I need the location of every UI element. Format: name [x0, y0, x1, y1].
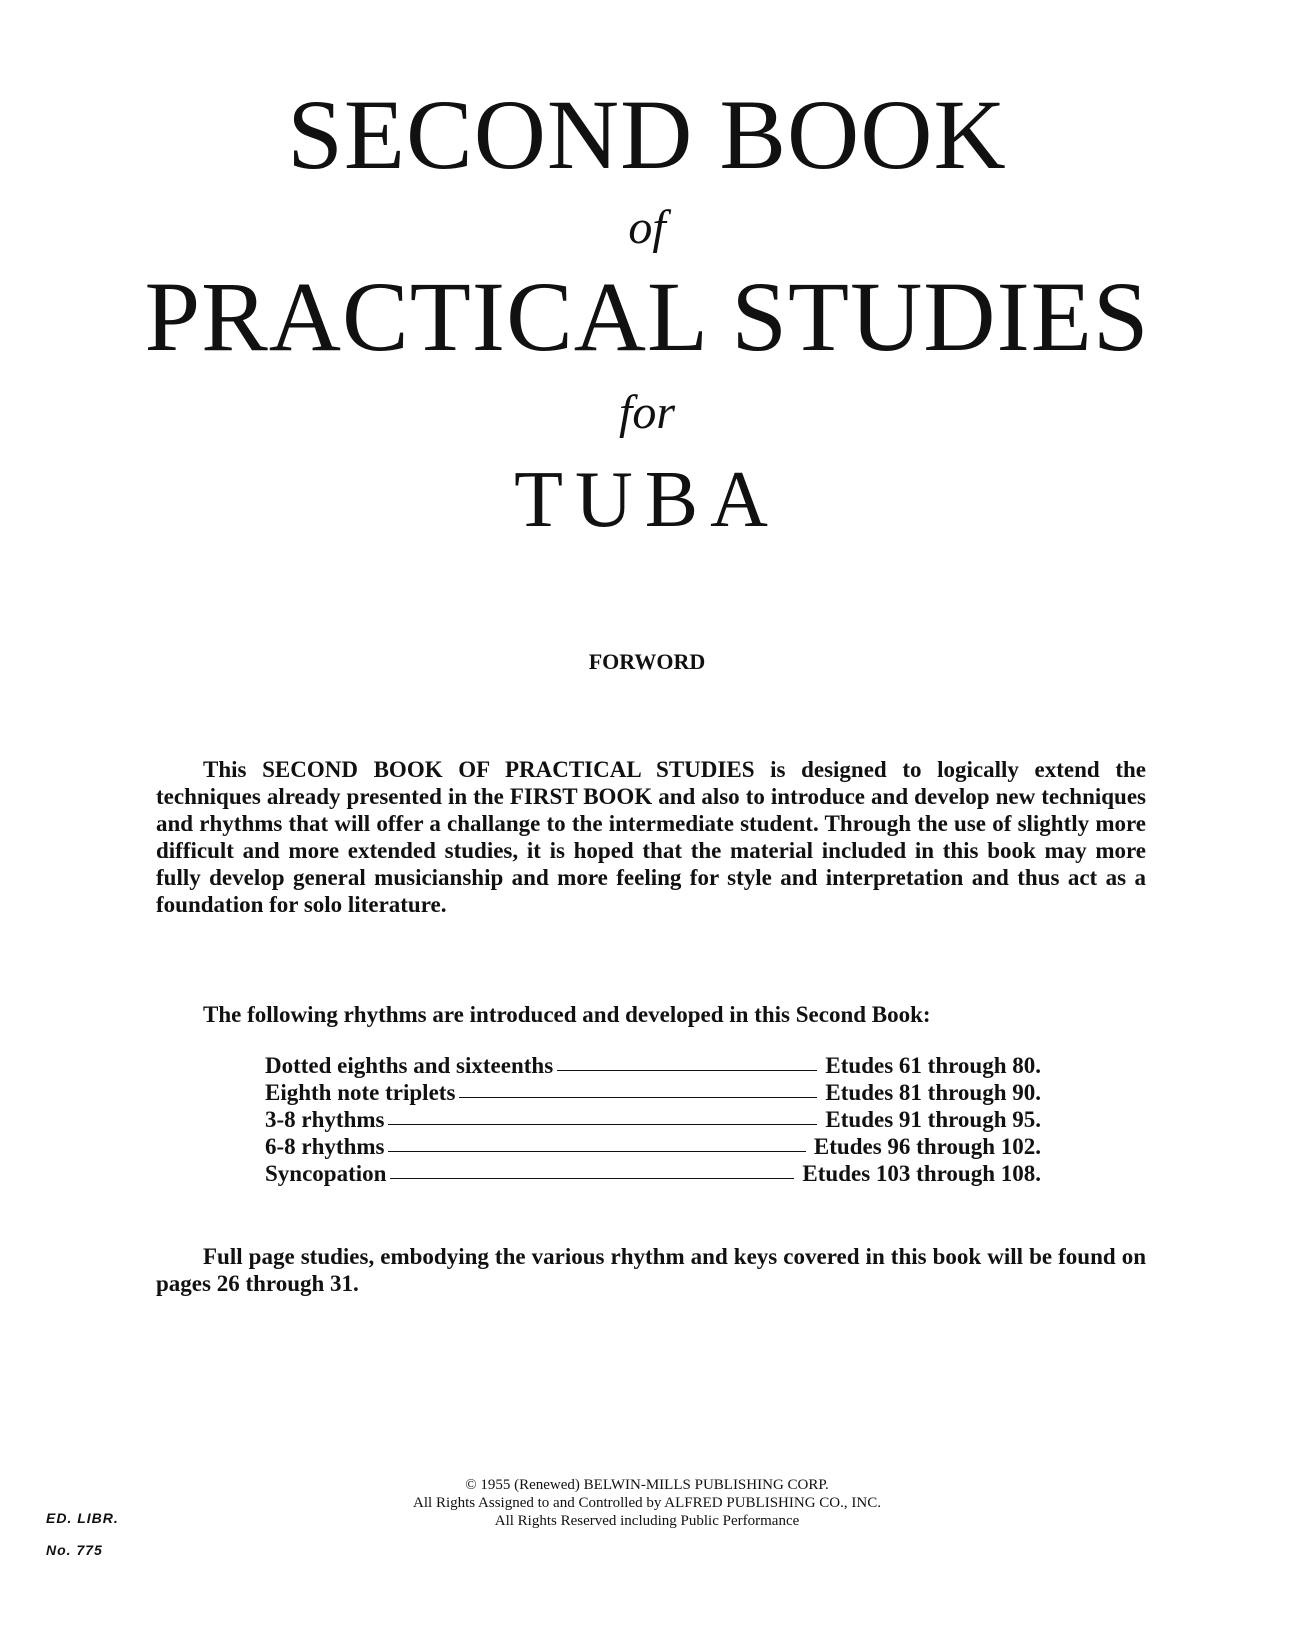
rhythm-label: Eighth note triplets [265, 1080, 456, 1105]
title-line-2: PRACTICAL STUDIES [144, 261, 1150, 372]
rhythm-label: Syncopation [265, 1161, 387, 1186]
title-line-1: SECOND BOOK [287, 79, 1007, 190]
title-connector-for: for [618, 386, 675, 439]
rhythm-list-intro: The following rhythms are introduced and developed in this Second Book: [203, 1002, 931, 1027]
title-connector-of: of [628, 201, 666, 254]
closing-paragraph: Full page studies, embodying the various rhythm and keys covered in this book will be found on pages 26 through 31. [156, 1244, 1146, 1296]
rhythm-etudes: Etudes 61 through 80. [825, 1053, 1041, 1078]
copyright-notice [0, 1476, 1294, 1530]
edition-stamp-number: No. 775 [46, 1542, 103, 1558]
rhythm-etudes: Etudes 81 through 90. [825, 1080, 1041, 1105]
leader-line [388, 1151, 805, 1152]
rhythm-item [265, 1079, 1041, 1106]
leader-line [459, 1097, 817, 1098]
edition-stamp-label: ED. LIBR. [46, 1510, 119, 1526]
rhythm-list [265, 1052, 1041, 1187]
rhythm-item [265, 1133, 1041, 1160]
leader-line [390, 1178, 794, 1179]
rhythm-item [265, 1052, 1041, 1079]
leader-line [557, 1070, 817, 1071]
copyright-line-3: All Rights Reserved including Public Performance [494, 1513, 800, 1529]
rhythm-etudes: Etudes 96 through 102. [813, 1134, 1041, 1159]
rhythm-label: 3-8 rhythms [265, 1107, 385, 1132]
rhythm-item [265, 1106, 1041, 1133]
leader-line [388, 1124, 817, 1125]
rhythm-etudes: Etudes 91 through 95. [825, 1107, 1041, 1132]
rhythm-label: Dotted eighths and sixteenths [265, 1053, 554, 1078]
section-heading: FORWORD [588, 649, 706, 674]
rhythm-etudes: Etudes 103 through 108. [802, 1161, 1041, 1186]
intro-paragraph: This SECOND BOOK OF PRACTICAL STUDIES is designed to logically extend the techniques already presented in the FIRST BOOK and also to introduce and develop new techniques and rhythms that will offer a challange to the intermediate student. Through the use of slightly more difficult and more extended studies, it is hoped that the material included in this book may more fully develop general musicianship and more feeling for style and interpretation and thus act as a foundation for solo literature. [156, 757, 1146, 917]
rhythm-label: 6-8 rhythms [265, 1134, 385, 1159]
title-instrument: TUBA [514, 456, 780, 544]
copyright-line-2: All Rights Assigned to and Controlled by ALFRED PUBLISHING CO., INC. [413, 1495, 881, 1511]
copyright-line-1: © 1955 (Renewed) BELWIN-MILLS PUBLISHING CORP. [465, 1477, 829, 1493]
rhythm-item [265, 1160, 1041, 1187]
